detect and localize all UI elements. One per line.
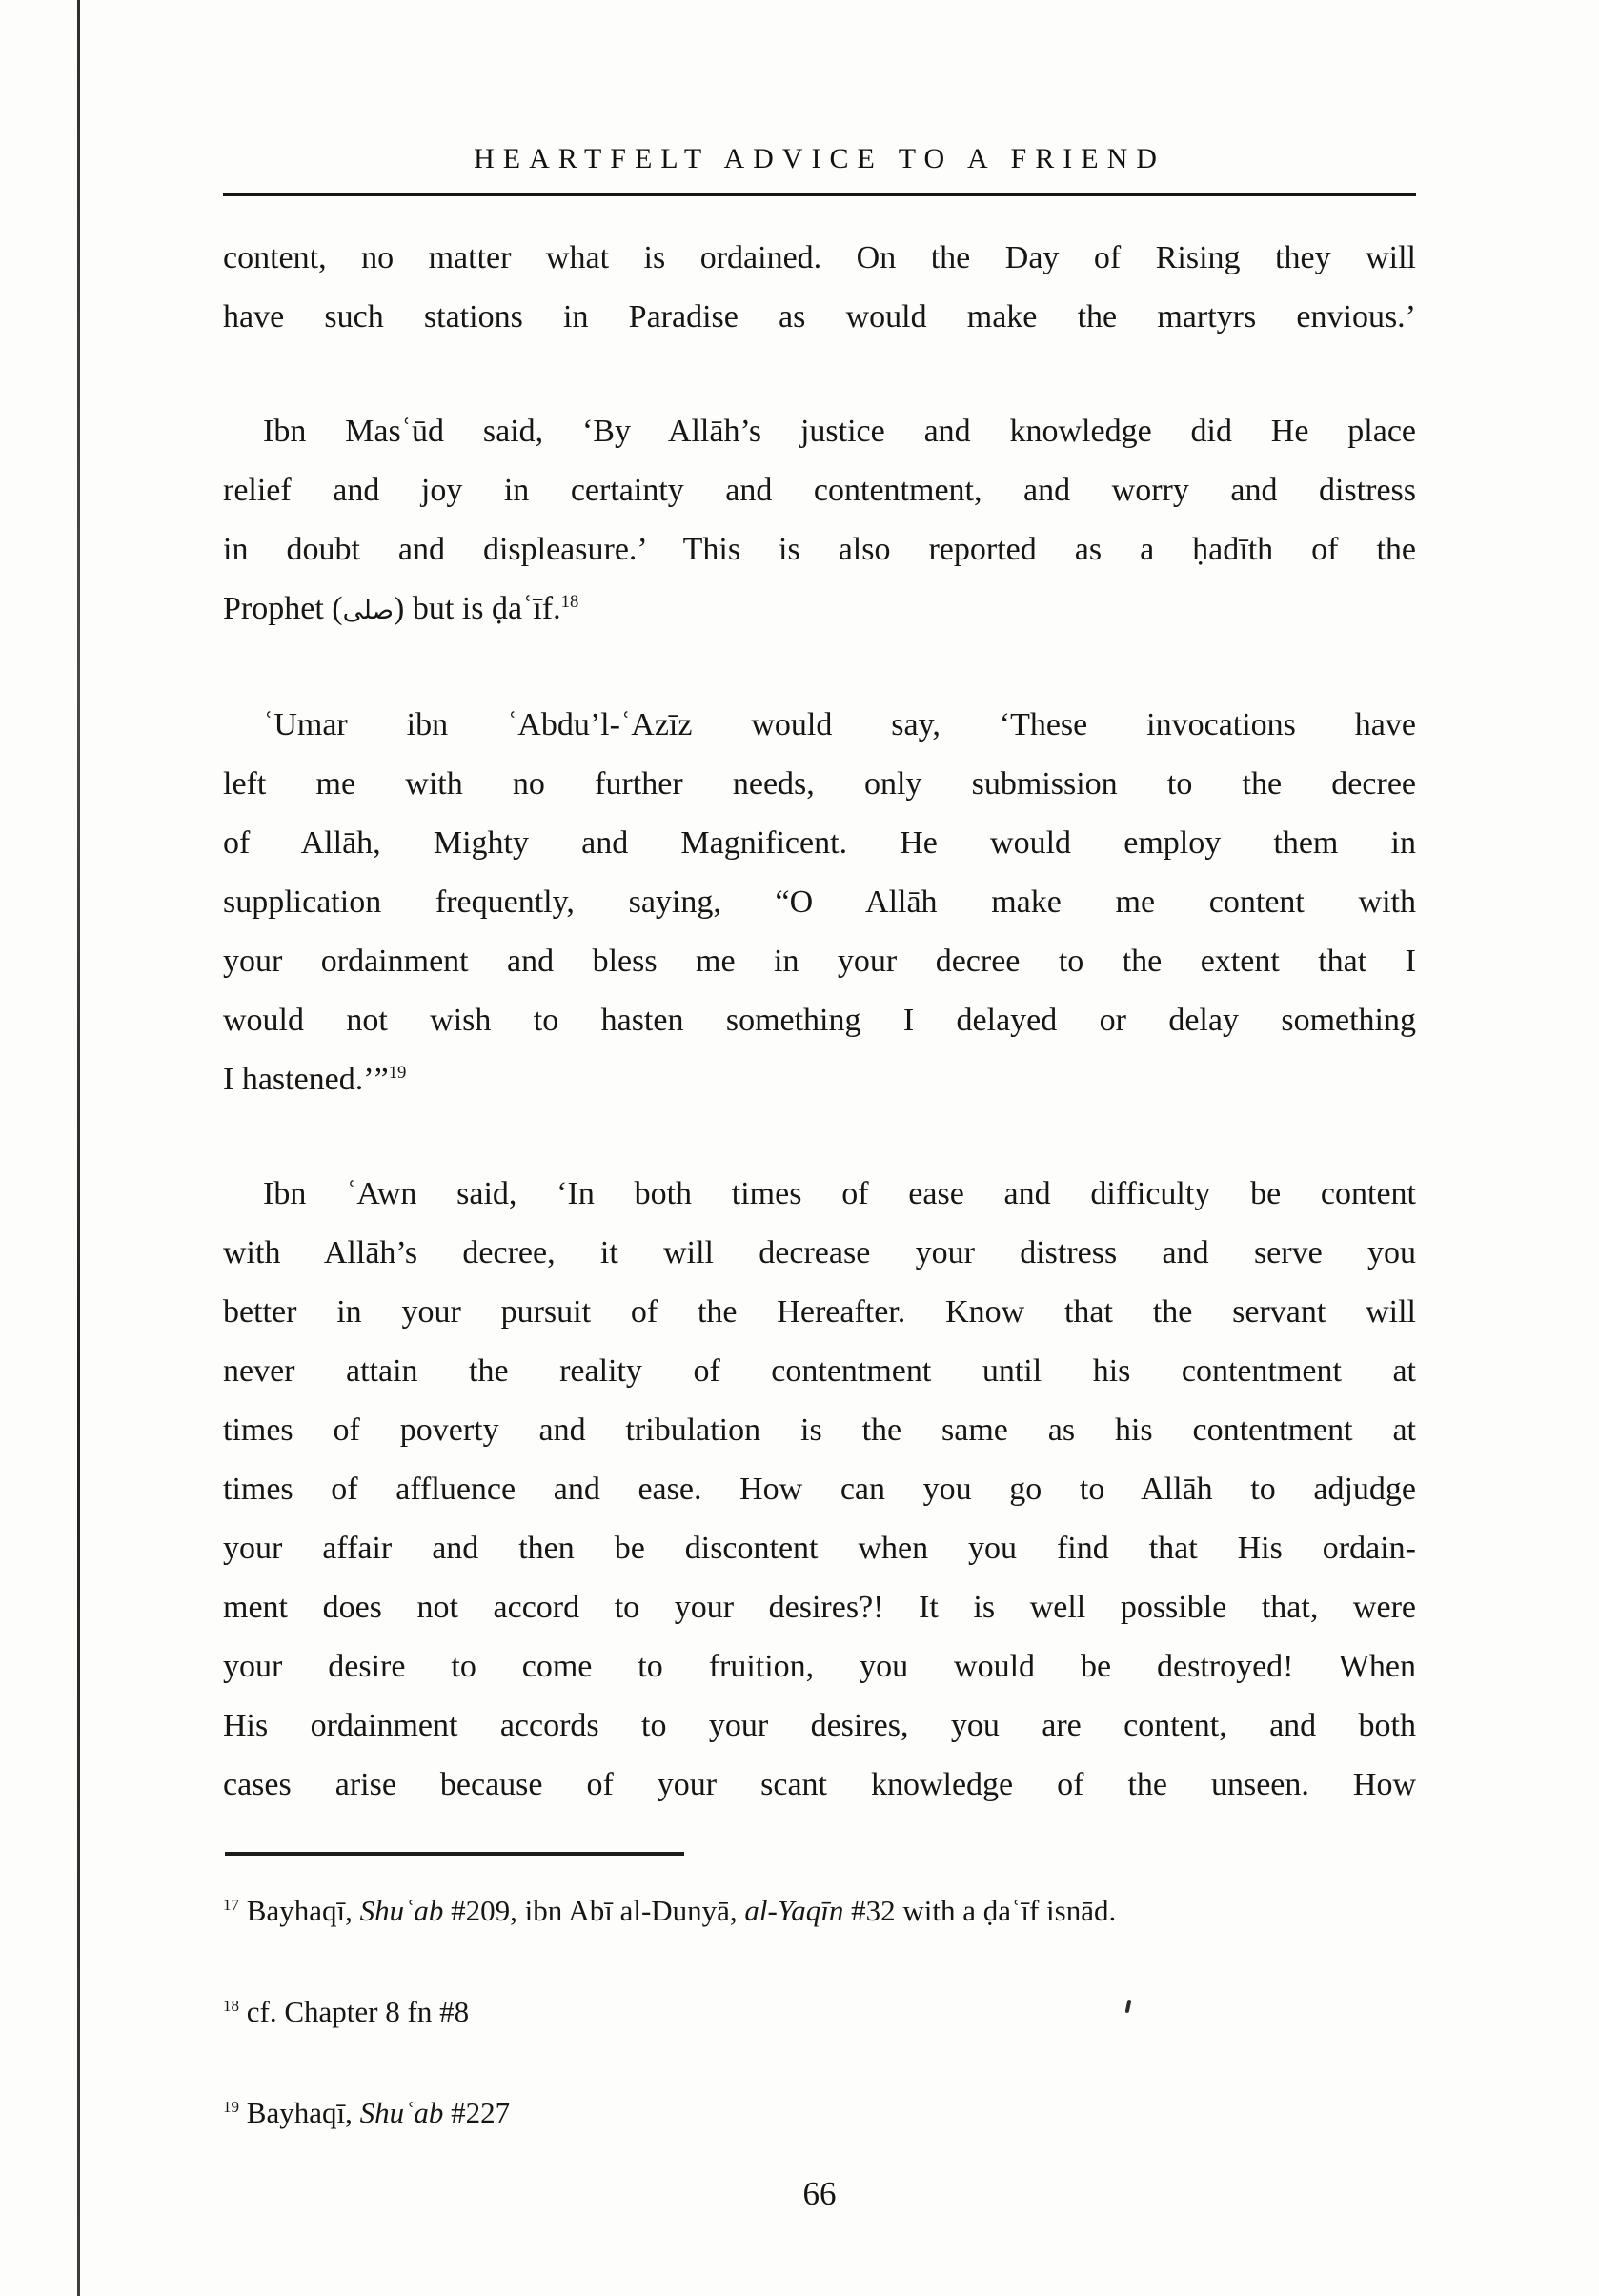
text-line bbox=[223, 932, 1416, 991]
text-line bbox=[223, 461, 1416, 520]
scan-gutter-line bbox=[77, 0, 80, 2296]
paragraph bbox=[223, 1165, 1416, 1815]
footnotes bbox=[223, 1891, 1416, 2194]
text-segment: never attain the reality of contentment until his contentment at bbox=[223, 1353, 1416, 1389]
text-segment: supplication frequently, saying, “O Allāh make me content with bbox=[223, 884, 1416, 920]
text-segment: your desire to come to fruition, you would be destroyed! When bbox=[223, 1649, 1416, 1684]
text-line bbox=[223, 991, 1416, 1050]
text-line bbox=[223, 873, 1416, 932]
footnote bbox=[223, 1891, 1416, 1931]
footnote bbox=[223, 2093, 1416, 2133]
text-segment: relief and joy in certainty and contentment, and worry and distress bbox=[223, 473, 1416, 508]
text-segment: Shuʿab bbox=[359, 2096, 444, 2129]
text-line bbox=[223, 1050, 1416, 1109]
footnote-marker: 18 bbox=[223, 1996, 240, 2015]
text-line bbox=[223, 288, 1416, 347]
text-line bbox=[223, 1401, 1416, 1460]
text-line bbox=[223, 402, 1416, 461]
text-segment: Shuʿab bbox=[359, 1894, 444, 1927]
text-segment: times of affluence and ease. How can you go to Allāh to adjudge bbox=[223, 1472, 1416, 1507]
text-segment: #227 bbox=[443, 2096, 511, 2129]
text-line bbox=[223, 755, 1416, 814]
text-segment: Ibn Masʿūd said, ‘By Allāh’s justice and knowledge did He place bbox=[263, 414, 1416, 449]
text-segment: cf. Chapter 8 fn #8 bbox=[239, 1995, 470, 2028]
running-header: HEARTFELT ADVICE TO A FRIEND bbox=[474, 143, 1165, 174]
text-segment: in doubt and displeasure.’ This is also reported as a ḥadīth of the bbox=[223, 532, 1416, 567]
paragraph bbox=[223, 696, 1416, 1109]
text-segment: with Allāh’s decree, it will decrease your distress and serve you bbox=[223, 1235, 1416, 1270]
text-segment: Prophet ( bbox=[223, 591, 343, 626]
paragraph bbox=[223, 229, 1416, 347]
text-segment: times of poverty and tribulation is the same as his contentment at bbox=[223, 1412, 1416, 1448]
text-segment: al-Yaqīn bbox=[744, 1894, 844, 1927]
text-segment: Bayhaqī, bbox=[239, 2096, 360, 2129]
footnote-ref-19: 19 bbox=[388, 1062, 407, 1083]
text-segment: ) but is ḍaʿīf. bbox=[394, 591, 561, 626]
text-segment: cases arise because of your scant knowledge of the unseen. How bbox=[223, 1767, 1416, 1802]
text-segment: #32 with a ḍaʿīf isnād. bbox=[843, 1894, 1117, 1927]
footnote-rule bbox=[225, 1852, 684, 1856]
footnote-ref-18: 18 bbox=[560, 591, 579, 612]
page-number: 66 bbox=[802, 2175, 837, 2212]
text-segment: ʿUmar ibn ʿAbdu’l-ʿAzīz would say, ‘These invocations have bbox=[263, 707, 1416, 742]
text-segment: Bayhaqī, bbox=[239, 1894, 360, 1927]
text-segment: have such stations in Paradise as would make the martyrs envious.’ bbox=[223, 299, 1416, 335]
text-segment: His ordainment accords to your desires, you are content, and both bbox=[223, 1708, 1416, 1743]
text-segment: better in your pursuit of the Hereafter. Know that the servant will bbox=[223, 1294, 1416, 1330]
text-line bbox=[223, 1578, 1416, 1637]
text-line bbox=[223, 696, 1416, 755]
text-segment: ment does not accord to your desires?! It is well possible that, were bbox=[223, 1590, 1416, 1625]
text-segment: your affair and then be discontent when you find that His ordain- bbox=[223, 1531, 1416, 1566]
footnote-marker: 19 bbox=[223, 2097, 240, 2116]
text-line bbox=[223, 1637, 1416, 1697]
text-line bbox=[223, 579, 1416, 640]
text-segment: would not wish to hasten something I delayed or delay something bbox=[223, 1003, 1416, 1038]
text-line bbox=[223, 1283, 1416, 1342]
text-line bbox=[223, 1342, 1416, 1401]
text-line bbox=[223, 1460, 1416, 1519]
text-line bbox=[223, 814, 1416, 873]
text-segment: left me with no further needs, only submission to the decree bbox=[223, 766, 1416, 802]
text-line bbox=[223, 1697, 1416, 1756]
text-segment: #209, ibn Abī al-Dunyā, bbox=[443, 1894, 745, 1927]
text-segment: your ordainment and bless me in your decree to the extent that I bbox=[223, 944, 1416, 979]
header-rule bbox=[223, 193, 1416, 196]
text-line bbox=[223, 520, 1416, 579]
prophet-salutation-symbol: صلى bbox=[342, 596, 394, 625]
body-text bbox=[223, 229, 1416, 1815]
text-line bbox=[223, 1224, 1416, 1283]
text-segment: I hastened.’” bbox=[223, 1062, 389, 1097]
text-line bbox=[223, 1756, 1416, 1815]
text-line bbox=[223, 229, 1416, 288]
footnote bbox=[223, 1992, 1416, 2032]
text-line bbox=[223, 1519, 1416, 1578]
text-segment: Ibn ʿAwn said, ‘In both times of ease and difficulty be content bbox=[263, 1176, 1416, 1211]
text-segment: content, no matter what is ordained. On the Day of Rising they will bbox=[223, 240, 1416, 275]
text-line bbox=[223, 1165, 1416, 1224]
footnote-marker: 17 bbox=[223, 1895, 240, 1914]
paragraph bbox=[223, 402, 1416, 640]
text-segment: of Allāh, Mighty and Magnificent. He would employ them in bbox=[223, 825, 1416, 861]
